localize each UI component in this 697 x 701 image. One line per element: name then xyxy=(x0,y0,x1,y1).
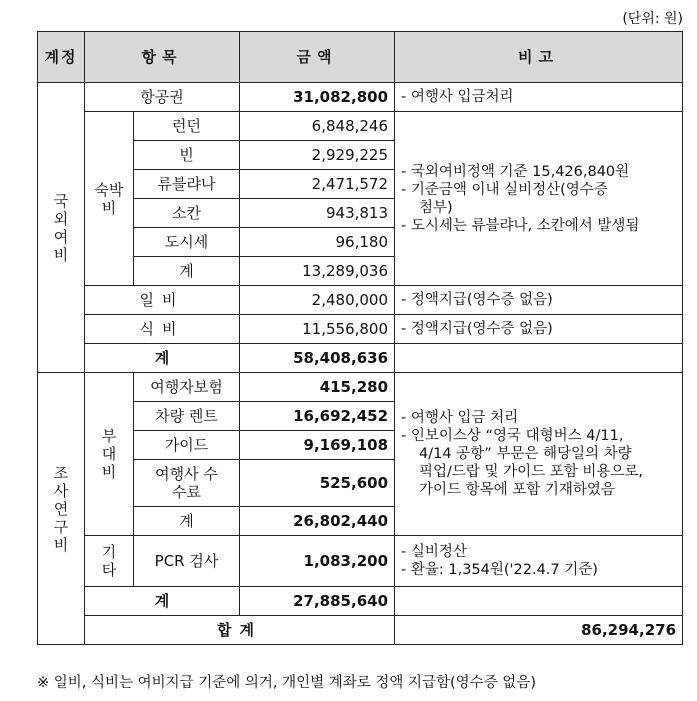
grand-total-row xyxy=(38,616,683,645)
remark-airfare: - 여행사 입금처리 xyxy=(395,83,683,112)
lodging-amount: 943,813 xyxy=(240,199,395,228)
lodging-amount: 96,180 xyxy=(240,228,395,257)
incidental-amount: 16,692,452 xyxy=(240,402,395,431)
incidental-item: 여행자보험 xyxy=(134,373,240,402)
incidental-item-label: 여행사 수수료 xyxy=(155,465,218,501)
grand-total-label: 합계 xyxy=(85,616,395,645)
travel-subtotal-amount: 58,408,636 xyxy=(240,344,395,373)
amount-meals: 11,556,800 xyxy=(240,315,395,344)
lodging-amount: 6,848,246 xyxy=(240,112,395,141)
lodging-item: 소칸 xyxy=(134,199,240,228)
remark-line: 픽업/드랍 및 가이드 포함 비용으로, xyxy=(419,464,644,480)
budget-table xyxy=(37,31,683,645)
remark-line: 첨부) xyxy=(419,199,453,216)
incidental-subtotal-label: 계 xyxy=(134,507,240,536)
account-travel xyxy=(38,83,85,373)
item-lodging: 숙박비 xyxy=(85,112,134,286)
travel-subtotal-label: 계 xyxy=(85,344,240,373)
table-row xyxy=(38,587,683,616)
remark-meals: - 정액지급(영수증 없음) xyxy=(395,315,683,344)
other-item: PCR 검사 xyxy=(134,536,240,587)
table-row xyxy=(38,315,683,344)
incidental-item: 가이드 xyxy=(134,431,240,460)
other-amount: 1,083,200 xyxy=(240,536,395,587)
remark-other xyxy=(395,536,683,587)
lodging-item: 런던 xyxy=(134,112,240,141)
research-subtotal-amount: 27,885,640 xyxy=(240,587,395,616)
lodging-amount: 2,471,572 xyxy=(240,170,395,199)
incidental-subtotal-amount: 26,802,440 xyxy=(240,507,395,536)
amount-daily: 2,480,000 xyxy=(240,286,395,315)
lodging-item: 도시세 xyxy=(134,228,240,257)
item-incidental xyxy=(85,373,134,536)
table-row xyxy=(38,83,683,112)
header-item: 항목 xyxy=(85,32,240,83)
item-meals: 식비 xyxy=(85,315,240,344)
empty-cell xyxy=(395,344,683,373)
amount-airfare: 31,082,800 xyxy=(240,83,395,112)
lodging-item: 빈 xyxy=(134,141,240,170)
remark-line: - 여행사 입금 처리 xyxy=(401,410,519,426)
remark-line: 가이드 항목에 포함 기재하였음 xyxy=(419,482,615,498)
remark-line: 4/14 공항” 부문은 해당일의 차량 xyxy=(419,446,632,462)
remark-lodging xyxy=(395,112,683,286)
incidental-amount: 415,280 xyxy=(240,373,395,402)
item-daily: 일비 xyxy=(85,286,240,315)
remark-line: - 기준금액 이내 실비정산(영수증 xyxy=(401,181,608,198)
header-remarks: 비고 xyxy=(395,32,683,83)
table-row xyxy=(38,286,683,315)
empty-cell xyxy=(395,587,683,616)
remark-line: - 도시세는 류블랴나, 소칸에서 발생됨 xyxy=(401,217,640,234)
remark-incidental xyxy=(395,373,683,536)
item-other xyxy=(85,536,134,587)
remark-line: - 환율: 1,354원('22.4.7 기준) xyxy=(401,562,598,578)
unit-note: (단위: 원) xyxy=(622,11,683,27)
header-account: 계정 xyxy=(38,32,85,83)
incidental-amount: 525,600 xyxy=(240,460,395,507)
header-amount: 금액 xyxy=(240,32,395,83)
table-row xyxy=(38,112,683,141)
account-research xyxy=(38,373,85,645)
incidental-item xyxy=(134,460,240,507)
lodging-amount: 2,929,225 xyxy=(240,141,395,170)
table-row xyxy=(38,536,683,587)
item-incidental-label: 부대비 xyxy=(101,427,117,481)
footnote: ※ 일비, 식비는 여비지급 기준에 의거, 개인별 계좌로 정액 지급함(영수증 없음) xyxy=(37,675,536,691)
grand-total-amount: 86,294,276 xyxy=(395,616,683,645)
remark-line: - 국외여비정액 기준 15,426,840원 xyxy=(401,163,630,180)
item-other-label: 기타 xyxy=(101,543,117,579)
lodging-subtotal-label: 계 xyxy=(134,257,240,286)
item-airfare: 항공권 xyxy=(85,83,240,112)
table-row xyxy=(38,373,683,402)
incidental-item: 차량 렌트 xyxy=(134,402,240,431)
remark-line: - 실비정산 xyxy=(401,544,467,560)
incidental-amount: 9,169,108 xyxy=(240,431,395,460)
lodging-subtotal-amount: 13,289,036 xyxy=(240,257,395,286)
lodging-item: 류블랴나 xyxy=(134,170,240,199)
account-travel-label: 국외여비 xyxy=(53,191,69,264)
remark-line: - 인보이스상 “영국 대형버스 4/11, xyxy=(401,428,624,444)
header-row xyxy=(38,32,683,83)
account-research-label: 조사연구비 xyxy=(53,463,69,554)
remark-daily: - 정액지급(영수증 없음) xyxy=(395,286,683,315)
table-row xyxy=(38,344,683,373)
research-subtotal-label: 계 xyxy=(85,587,240,616)
